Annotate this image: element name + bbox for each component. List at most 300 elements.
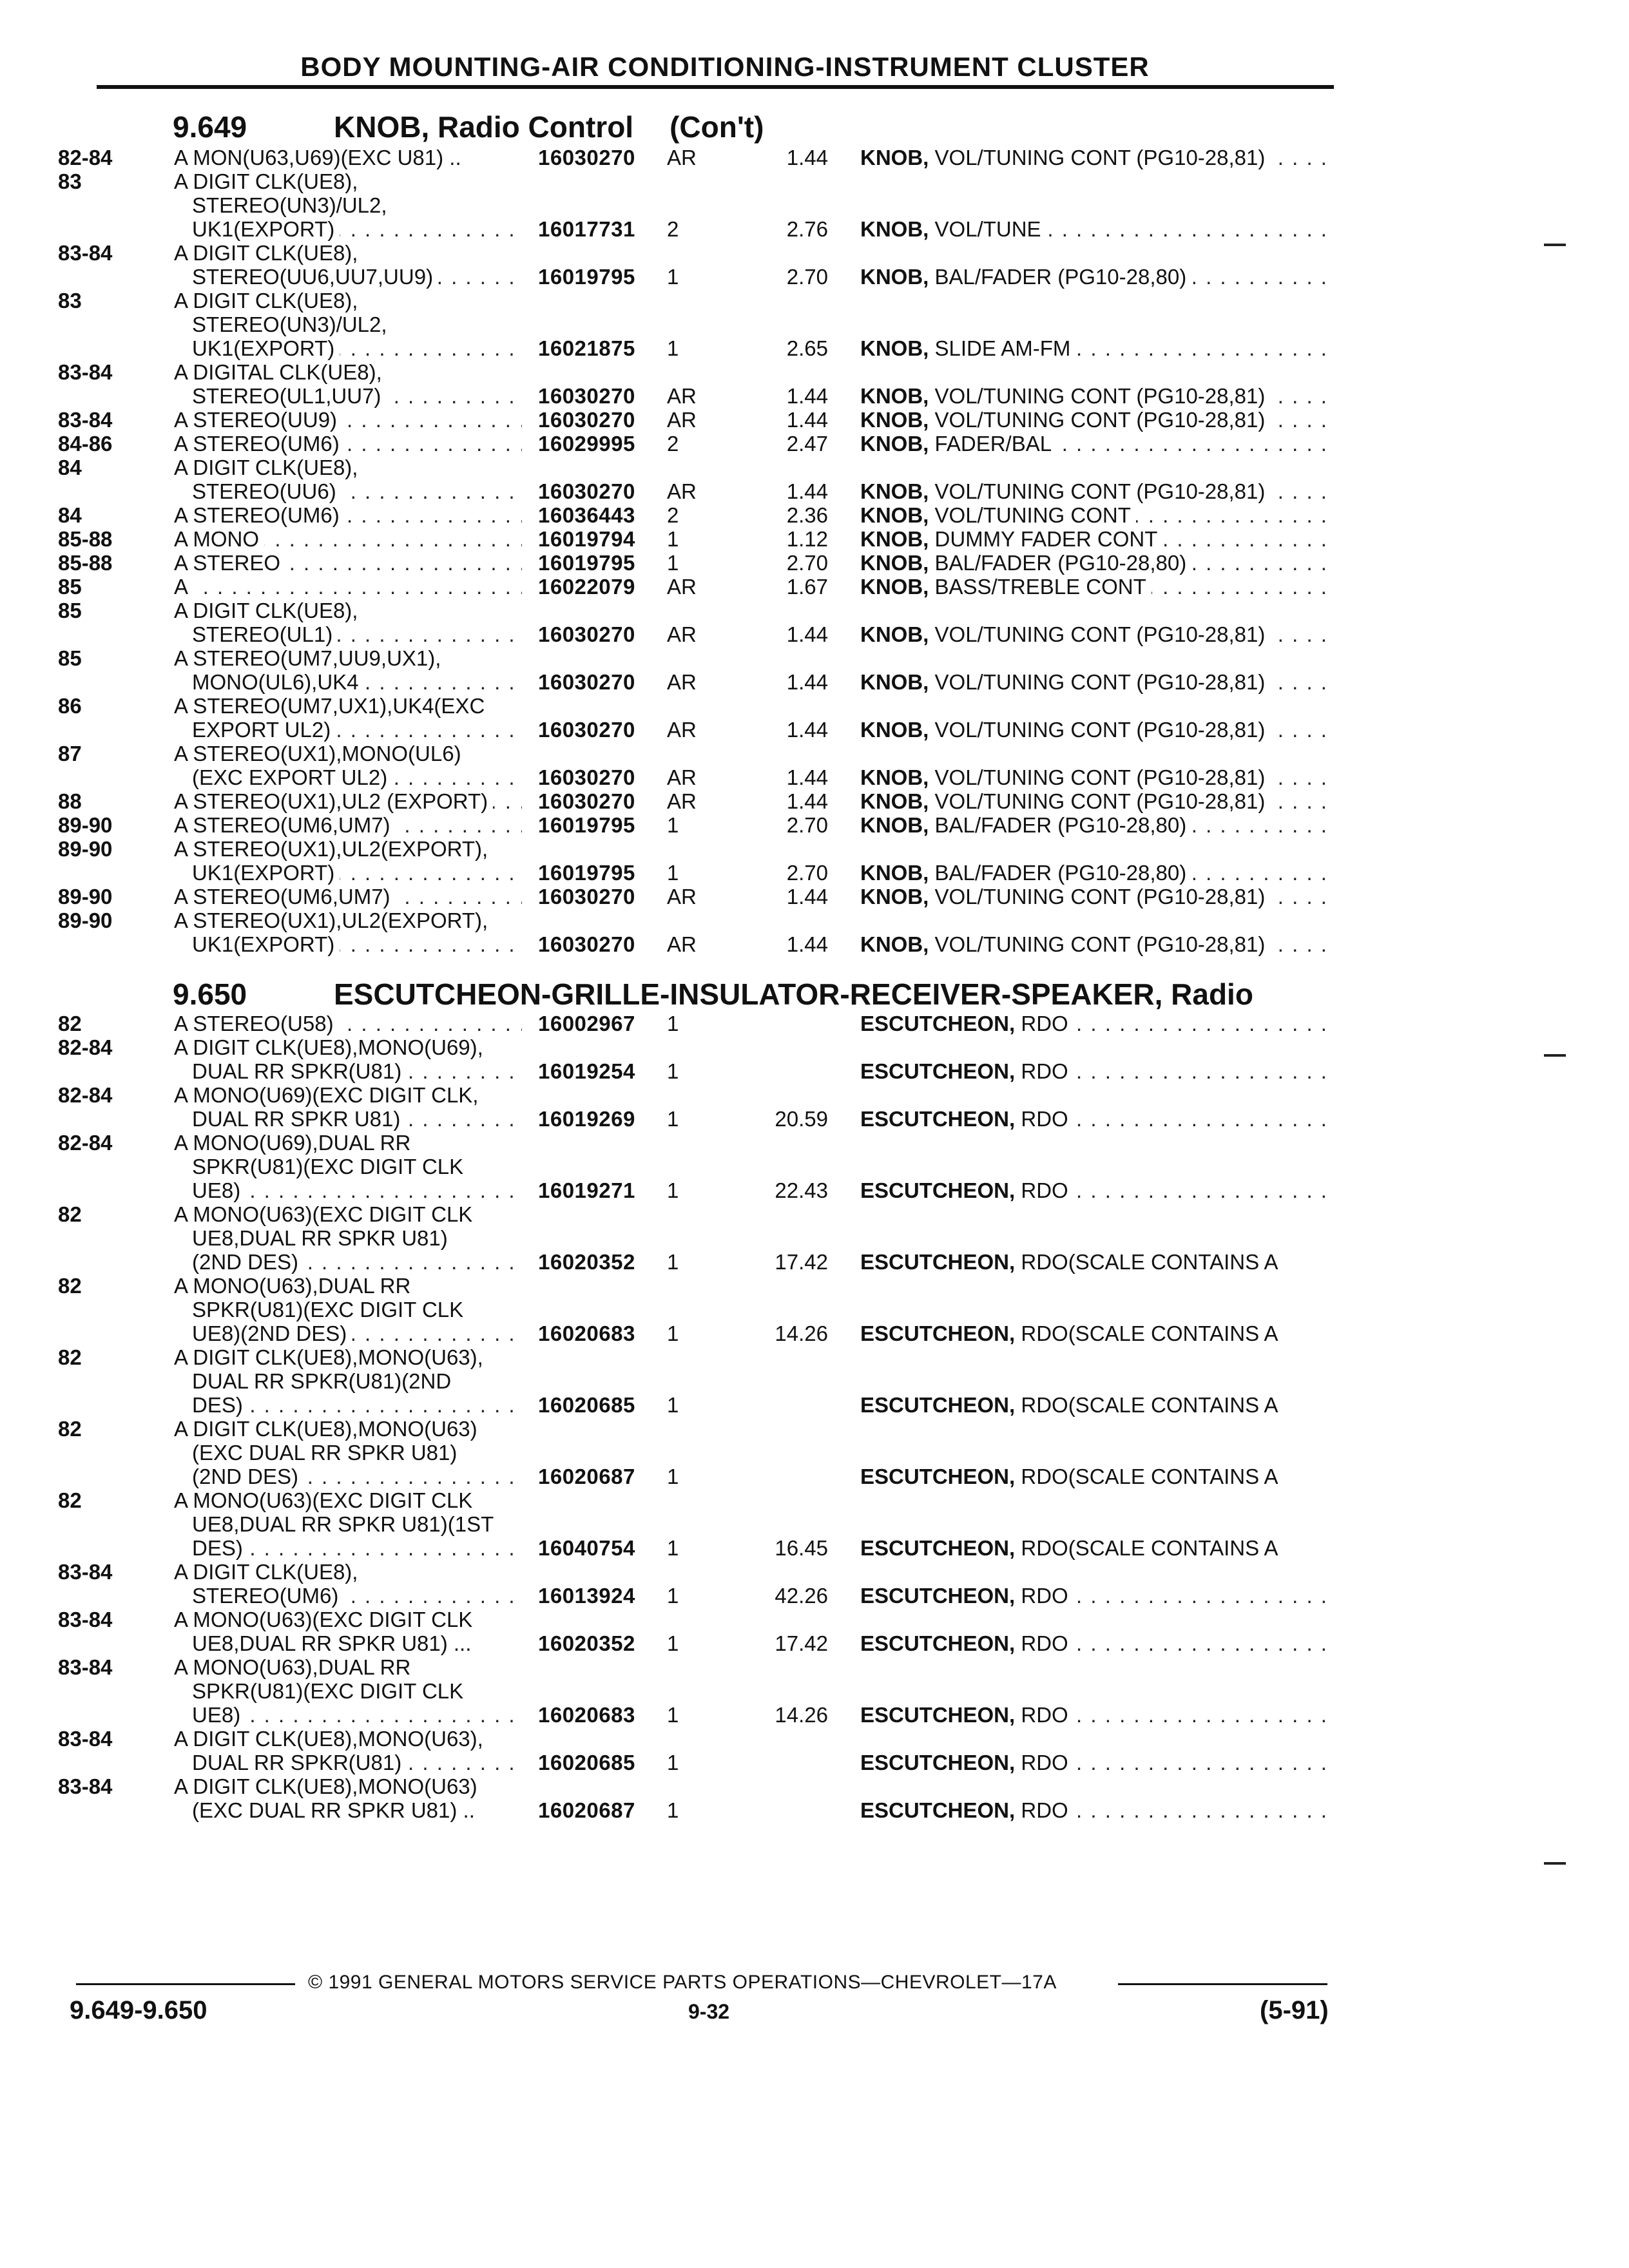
- entry-model-years: 83-84: [58, 408, 113, 432]
- entry-description-line: [192, 1298, 522, 1321]
- entry-part-name-text: KNOB, VOL/TUNING CONT (PG10-28,81): [860, 885, 1270, 908]
- entry-description-text: DUAL RR SPKR(U81)(2ND: [192, 1369, 456, 1393]
- entry-description-text: MONO(UL6),UK4: [192, 670, 364, 694]
- entry-line: [0, 146, 1629, 169]
- entry-part-name: [860, 527, 1331, 551]
- entry-description-line: [174, 1417, 522, 1441]
- entry-part-number: 16020685: [538, 1751, 635, 1774]
- entry-part-name: [860, 1059, 1331, 1083]
- entry-model-years: 89-90: [58, 885, 113, 908]
- entry-description-line: [174, 1012, 522, 1035]
- section-title: KNOB, Radio Control: [334, 110, 634, 144]
- parts-entry: [0, 1560, 1629, 1608]
- entry-description-text: A MONO: [174, 527, 264, 551]
- section-title: ESCUTCHEON-GRILLE-INSULATOR-RECEIVER-SPEAKER, Radio: [334, 977, 1253, 1011]
- entry-description-text: STEREO(UL1,UU7): [192, 384, 386, 408]
- entry-part-noun: ESCUTCHEON,: [860, 1012, 1016, 1035]
- entry-part-noun: ESCUTCHEON,: [860, 1703, 1016, 1727]
- entry-description-line: [174, 1560, 522, 1584]
- entry-model-years: 86: [58, 694, 82, 718]
- entry-part-noun: ESCUTCHEON,: [860, 1059, 1016, 1083]
- entry-quantity: AR: [667, 479, 697, 503]
- entry-part-name: [860, 432, 1331, 456]
- entry-price: 16.45: [775, 1536, 828, 1560]
- entry-line: [0, 193, 1629, 217]
- entry-part-name-text: KNOB, VOL/TUNING CONT (PG10-28,81): [860, 765, 1270, 789]
- entry-quantity: 1: [667, 1012, 679, 1035]
- entry-part-name-text: ESCUTCHEON, RDO(SCALE CONTAINS A: [860, 1393, 1283, 1417]
- entry-part-noun: KNOB,: [860, 217, 929, 241]
- entry-part-name: [860, 1393, 1331, 1417]
- entry-part-name: [860, 265, 1331, 289]
- entry-quantity: AR: [667, 718, 697, 742]
- entry-part-noun: KNOB,: [860, 622, 929, 646]
- entry-description-line: [192, 1679, 522, 1703]
- entry-model-years: 82: [58, 1012, 82, 1035]
- entry-description-line: [174, 146, 522, 169]
- entry-description-line: [174, 575, 522, 599]
- entry-description-text: (EXC EXPORT UL2): [192, 765, 392, 789]
- entry-description-text: UE8)(2ND DES): [192, 1321, 352, 1345]
- entry-description-line: [174, 1488, 522, 1512]
- entry-description-text: A STEREO(UM6,UM7): [174, 885, 396, 908]
- entry-line: [0, 599, 1629, 622]
- entry-line: [0, 265, 1629, 289]
- entry-description-line: [174, 408, 522, 432]
- entry-line: [0, 527, 1629, 551]
- entry-quantity: 1: [667, 1178, 679, 1202]
- entry-description-line: [174, 1202, 522, 1226]
- entry-part-number: 16020352: [538, 1631, 635, 1655]
- entry-line: [0, 1751, 1629, 1774]
- entry-price: 2.70: [786, 551, 828, 575]
- entry-price: 1.44: [786, 670, 828, 694]
- entry-line: [0, 694, 1629, 718]
- entry-description-line: [192, 1369, 522, 1393]
- entry-part-name-text: KNOB, BAL/FADER (PG10-28,80): [860, 813, 1191, 837]
- entry-part-noun: ESCUTCHEON,: [860, 1107, 1016, 1131]
- entry-part-name: [860, 1798, 1331, 1822]
- entry-part-name: [860, 1703, 1331, 1727]
- parts-entry: [0, 456, 1629, 503]
- entry-part-number: 16030270: [538, 479, 635, 503]
- margin-mark: [1544, 244, 1566, 246]
- entry-part-name-text: ESCUTCHEON, RDO(SCALE CONTAINS A: [860, 1465, 1283, 1488]
- parts-entry: [0, 169, 1629, 241]
- entry-description-line: [174, 1608, 522, 1631]
- entry-price: 14.26: [775, 1703, 828, 1727]
- parts-entry: [0, 432, 1629, 456]
- entry-line: [0, 479, 1629, 503]
- entry-model-years: 83-84: [58, 360, 113, 384]
- entry-description-line: [192, 670, 522, 694]
- parts-entry: [0, 885, 1629, 908]
- entry-description-line: [174, 1274, 522, 1298]
- entry-description-text: A STEREO(UM6): [174, 432, 345, 456]
- entry-part-number: 16030270: [538, 885, 635, 908]
- margin-mark: [1544, 1862, 1566, 1865]
- entry-line: [0, 646, 1629, 670]
- entry-part-name: [860, 718, 1331, 742]
- entry-line: [0, 1131, 1629, 1155]
- entry-model-years: 82-84: [58, 146, 113, 169]
- entry-part-name: [860, 384, 1331, 408]
- entry-model-years: 89-90: [58, 837, 113, 861]
- entry-description-text: A STEREO(UM7,UX1),UK4(EXC: [174, 694, 490, 718]
- parts-entry: [0, 837, 1629, 885]
- entry-part-name-text: KNOB, VOL/TUNING CONT (PG10-28,81): [860, 479, 1270, 503]
- entry-part-name-text: KNOB, VOL/TUNING CONT (PG10-28,81): [860, 718, 1270, 742]
- entry-line: [0, 1202, 1629, 1226]
- entry-quantity: AR: [667, 789, 697, 813]
- entry-line: [0, 432, 1629, 456]
- entry-quantity: 1: [667, 527, 679, 551]
- entry-description-text: UK1(EXPORT): [192, 336, 340, 360]
- parts-entry: [0, 1608, 1629, 1655]
- entry-part-number: 16040754: [538, 1536, 635, 1560]
- entry-line: [0, 1226, 1629, 1250]
- entry-description-text: STEREO(UN3)/UL2,: [192, 312, 392, 336]
- entry-line: [0, 551, 1629, 575]
- entry-part-name-text: ESCUTCHEON, RDO: [860, 1584, 1074, 1608]
- entry-description-line: [174, 169, 522, 193]
- entry-description-text: A DIGIT CLK(UE8),MONO(U69),: [174, 1035, 488, 1059]
- entry-model-years: 83: [58, 289, 82, 312]
- parts-entry: [0, 360, 1629, 408]
- entry-part-name: [860, 932, 1331, 956]
- parts-entry: [0, 1655, 1629, 1727]
- entry-part-number: 16030270: [538, 384, 635, 408]
- entry-price: 1.12: [786, 527, 828, 551]
- entry-part-number: 16020685: [538, 1393, 635, 1417]
- entry-description-text: STEREO(UU6): [192, 479, 342, 503]
- entry-part-name-text: ESCUTCHEON, RDO(SCALE CONTAINS A: [860, 1321, 1283, 1345]
- entry-description-line: [192, 384, 522, 408]
- entry-price: 2.76: [786, 217, 828, 241]
- entry-quantity: 1: [667, 1751, 679, 1774]
- entry-part-noun: KNOB,: [860, 551, 929, 575]
- entry-model-years: 82: [58, 1345, 82, 1369]
- entry-description-line: [174, 1083, 522, 1107]
- entry-description-line: [192, 1536, 522, 1560]
- entry-model-years: 83-84: [58, 1608, 113, 1631]
- entry-part-name-text: ESCUTCHEON, RDO: [860, 1059, 1074, 1083]
- entry-part-name-text: ESCUTCHEON, RDO(SCALE CONTAINS A: [860, 1536, 1283, 1560]
- entry-quantity: AR: [667, 765, 697, 789]
- entry-line: [0, 837, 1629, 861]
- entry-price: 1.44: [786, 479, 828, 503]
- entry-description-text: UE8): [192, 1703, 246, 1727]
- entry-description-line: [174, 1727, 522, 1751]
- entry-line: [0, 1417, 1629, 1441]
- entry-part-name-text: KNOB, BAL/FADER (PG10-28,80): [860, 551, 1191, 575]
- entry-price: 42.26: [775, 1584, 828, 1608]
- entry-part-number: 16030270: [538, 718, 635, 742]
- entry-description-text: (EXC DUAL RR SPKR U81): [192, 1441, 462, 1465]
- entry-line: [0, 1608, 1629, 1631]
- footer-rule-right: [1118, 1983, 1327, 1985]
- entry-part-noun: KNOB,: [860, 575, 929, 599]
- entry-price: 14.26: [775, 1321, 828, 1345]
- entry-quantity: 1: [667, 551, 679, 575]
- entry-description-text: UK1(EXPORT): [192, 217, 340, 241]
- entry-part-noun: KNOB,: [860, 265, 929, 289]
- entry-part-noun: KNOB,: [860, 527, 929, 551]
- entry-part-name: [860, 670, 1331, 694]
- entry-price: 17.42: [775, 1250, 828, 1274]
- entry-part-name-text: KNOB, VOL/TUNING CONT (PG10-28,81): [860, 932, 1270, 956]
- parts-entry: [0, 146, 1629, 169]
- entry-price: 1.44: [786, 384, 828, 408]
- entry-part-name: [860, 1465, 1331, 1488]
- entry-part-noun: ESCUTCHEON,: [860, 1631, 1016, 1655]
- entry-description-text: A: [174, 575, 193, 599]
- entry-part-name-text: ESCUTCHEON, RDO(SCALE CONTAINS A: [860, 1250, 1283, 1274]
- entry-price: 2.70: [786, 861, 828, 885]
- entry-description-text: A STEREO(UX1),UL2 (EXPORT): [174, 789, 493, 813]
- entry-part-name: [860, 861, 1331, 885]
- entry-part-name: [860, 408, 1331, 432]
- entry-description-line: [192, 765, 522, 789]
- entry-description-line: [192, 265, 522, 289]
- entry-part-name: [860, 885, 1331, 908]
- parts-entry: [0, 1727, 1629, 1774]
- entry-description-text: STEREO(UU6,UU7,UU9): [192, 265, 438, 289]
- entry-line: [0, 765, 1629, 789]
- entry-line: [0, 622, 1629, 646]
- entry-part-noun: KNOB,: [860, 718, 929, 742]
- entry-part-number: 16030270: [538, 789, 635, 813]
- entry-description-text: DUAL RR SPKR(U81): [192, 1059, 407, 1083]
- entry-description-line: [174, 885, 522, 908]
- entry-description-line: [192, 1155, 522, 1178]
- entry-model-years: 85: [58, 599, 82, 622]
- entry-part-noun: KNOB,: [860, 408, 929, 432]
- entry-part-number: 16017731: [538, 217, 635, 241]
- entry-description-line: [174, 551, 522, 575]
- entry-description-line: [192, 718, 522, 742]
- parts-entry: [0, 789, 1629, 813]
- entry-part-number: 16019795: [538, 551, 635, 575]
- parts-entry: [0, 742, 1629, 789]
- footer-date-code: (5-91): [1260, 1996, 1329, 2024]
- entry-model-years: 82: [58, 1417, 82, 1441]
- parts-entry: [0, 646, 1629, 694]
- entry-part-number: 16020352: [538, 1250, 635, 1274]
- entry-description-line: [192, 1226, 522, 1250]
- entry-description-line: [192, 193, 522, 217]
- entry-quantity: 1: [667, 1250, 679, 1274]
- entry-quantity: 1: [667, 1536, 679, 1560]
- entry-quantity: 1: [667, 1584, 679, 1608]
- entry-part-name-text: KNOB, VOL/TUNING CONT (PG10-28,81): [860, 384, 1270, 408]
- entry-description-line: [192, 479, 522, 503]
- entry-part-number: 16030270: [538, 408, 635, 432]
- entry-price: 1.44: [786, 789, 828, 813]
- entry-part-number: 16022079: [538, 575, 635, 599]
- entry-description-text: A STEREO(UM6): [174, 503, 345, 527]
- entry-line: [0, 1488, 1629, 1512]
- entry-description-line: [192, 1059, 522, 1083]
- parts-entry: [0, 1345, 1629, 1417]
- entry-description-line: [174, 1655, 522, 1679]
- entry-description-text: A MONO(U63),DUAL RR: [174, 1655, 416, 1679]
- entry-line: [0, 1059, 1629, 1083]
- entry-line: [0, 1631, 1629, 1655]
- entry-line: [0, 932, 1629, 956]
- entry-quantity: 1: [667, 1798, 679, 1822]
- entry-part-name-text: KNOB, VOL/TUNING CONT (PG10-28,81): [860, 146, 1270, 169]
- entry-description-text: A STEREO: [174, 551, 285, 575]
- entry-line: [0, 1369, 1629, 1393]
- entry-description-line: [192, 1250, 522, 1274]
- parts-entry: [0, 1274, 1629, 1345]
- entry-model-years: 83-84: [58, 1655, 113, 1679]
- entry-description-text: SPKR(U81)(EXC DIGIT CLK: [192, 1298, 468, 1321]
- entry-price: 2.36: [786, 503, 828, 527]
- entry-description-line: [174, 1774, 522, 1798]
- entry-model-years: 82: [58, 1488, 82, 1512]
- entry-description-line: [174, 694, 522, 718]
- entry-part-noun: KNOB,: [860, 861, 929, 885]
- entry-line: [0, 742, 1629, 765]
- entry-description-text: A MONO(U63),DUAL RR: [174, 1274, 416, 1298]
- entry-description-text: A MONO(U63)(EXC DIGIT CLK: [174, 1202, 477, 1226]
- entry-part-name-text: KNOB, VOL/TUNE: [860, 217, 1046, 241]
- entry-model-years: 83-84: [58, 1727, 113, 1751]
- entry-line: [0, 241, 1629, 265]
- entry-price: 1.44: [786, 718, 828, 742]
- entry-description-text: A STEREO(UM7,UU9,UX1),: [174, 646, 446, 670]
- entry-model-years: 84: [58, 503, 82, 527]
- section-continued: (Con't): [670, 110, 764, 144]
- entry-part-name: [860, 217, 1331, 241]
- parts-entry: [0, 1035, 1629, 1083]
- entry-part-name: [860, 1536, 1331, 1560]
- section-heading-9650: [173, 977, 1253, 1012]
- entry-part-noun: KNOB,: [860, 813, 929, 837]
- entry-part-noun: KNOB,: [860, 384, 929, 408]
- entry-description-line: [192, 1584, 522, 1608]
- entry-part-number: 16002967: [538, 1012, 635, 1035]
- entry-description-line: [192, 312, 522, 336]
- section-number: 9.649: [173, 110, 247, 144]
- entry-description-text: DUAL RR SPKR U81): [192, 1107, 405, 1131]
- entry-line: [0, 789, 1629, 813]
- entry-part-name-text: ESCUTCHEON, RDO: [860, 1703, 1074, 1727]
- entry-model-years: 85: [58, 575, 82, 599]
- entry-part-noun: ESCUTCHEON,: [860, 1178, 1016, 1202]
- entry-line: [0, 1727, 1629, 1751]
- entry-part-name: [860, 1178, 1331, 1202]
- entry-quantity: 1: [667, 1465, 679, 1488]
- entry-description-line: [192, 932, 522, 956]
- entry-description-line: [192, 1107, 522, 1131]
- entry-part-name-text: ESCUTCHEON, RDO: [860, 1012, 1074, 1035]
- entry-part-name: [860, 622, 1331, 646]
- entry-description-text: UE8): [192, 1178, 246, 1202]
- entry-quantity: AR: [667, 885, 697, 908]
- entry-description-line: [192, 1178, 522, 1202]
- entry-description-text: A STEREO(U58): [174, 1012, 339, 1035]
- parts-entry: [0, 1012, 1629, 1035]
- entry-quantity: 1: [667, 1107, 679, 1131]
- entry-description-text: A DIGIT CLK(UE8),: [174, 599, 363, 622]
- entry-line: [0, 1250, 1629, 1274]
- entry-description-line: [174, 1035, 522, 1059]
- entry-part-name: [860, 1107, 1331, 1131]
- entry-description-text: STEREO(UL1): [192, 622, 338, 646]
- entry-description-text: A DIGIT CLK(UE8),: [174, 169, 363, 193]
- entry-part-number: 16029995: [538, 432, 635, 456]
- entry-quantity: AR: [667, 408, 697, 432]
- entry-line: [0, 718, 1629, 742]
- entry-part-name: [860, 1584, 1331, 1608]
- entry-line: [0, 1274, 1629, 1298]
- entry-part-name-text: KNOB, BASS/TREBLE CONT: [860, 575, 1152, 599]
- entry-price: 2.70: [786, 813, 828, 837]
- parts-entry: [0, 408, 1629, 432]
- entry-description-text: UK1(EXPORT): [192, 932, 340, 956]
- entry-description-text: DES): [192, 1536, 248, 1560]
- entry-description-line: [192, 1631, 522, 1655]
- entry-description-text: A DIGIT CLK(UE8),: [174, 241, 363, 265]
- entry-line: [0, 217, 1629, 241]
- entry-description-line: [174, 503, 522, 527]
- entry-description-line: [192, 1703, 522, 1727]
- entry-description-line: [174, 1345, 522, 1369]
- entry-part-name-text: KNOB, FADER/BAL: [860, 432, 1057, 456]
- entry-line: [0, 408, 1629, 432]
- entry-part-noun: KNOB,: [860, 765, 929, 789]
- entry-description-line: [174, 241, 522, 265]
- parts-entry: [0, 1774, 1629, 1822]
- parts-entry: [0, 1083, 1629, 1131]
- section-9649-entries: [0, 146, 1629, 956]
- entry-part-name-text: KNOB, VOL/TUNING CONT (PG10-28,81): [860, 408, 1270, 432]
- entry-part-name-text: KNOB, VOL/TUNING CONT (PG10-28,81): [860, 622, 1270, 646]
- entry-part-name-text: ESCUTCHEON, RDO: [860, 1631, 1074, 1655]
- entry-part-number: 16019795: [538, 813, 635, 837]
- entry-price: 20.59: [775, 1107, 828, 1131]
- entry-line: [0, 813, 1629, 837]
- entry-part-noun: KNOB,: [860, 885, 929, 908]
- entry-line: [0, 336, 1629, 360]
- entry-line: [0, 1012, 1629, 1035]
- entry-price: 2.65: [786, 336, 828, 360]
- entry-description-text: A STEREO(UM6,UM7): [174, 813, 396, 837]
- entry-description-line: [192, 1441, 522, 1465]
- entry-line: [0, 384, 1629, 408]
- entry-description-line: [192, 1393, 522, 1417]
- entry-description-line: [174, 432, 522, 456]
- entry-part-name-text: ESCUTCHEON, RDO: [860, 1178, 1074, 1202]
- entry-description-text: A DIGIT CLK(UE8),MONO(U63),: [174, 1345, 488, 1369]
- entry-description-line: [192, 622, 522, 646]
- entry-quantity: AR: [667, 384, 697, 408]
- entry-model-years: 82: [58, 1274, 82, 1298]
- entry-line: [0, 670, 1629, 694]
- entry-model-years: 83-84: [58, 1560, 113, 1584]
- parts-entry: [0, 551, 1629, 575]
- entry-quantity: 2: [667, 432, 679, 456]
- entry-part-name: [860, 503, 1331, 527]
- entry-line: [0, 1178, 1629, 1202]
- entry-price: 1.44: [786, 765, 828, 789]
- entry-line: [0, 1345, 1629, 1369]
- entry-quantity: AR: [667, 622, 697, 646]
- entry-model-years: 85-88: [58, 527, 113, 551]
